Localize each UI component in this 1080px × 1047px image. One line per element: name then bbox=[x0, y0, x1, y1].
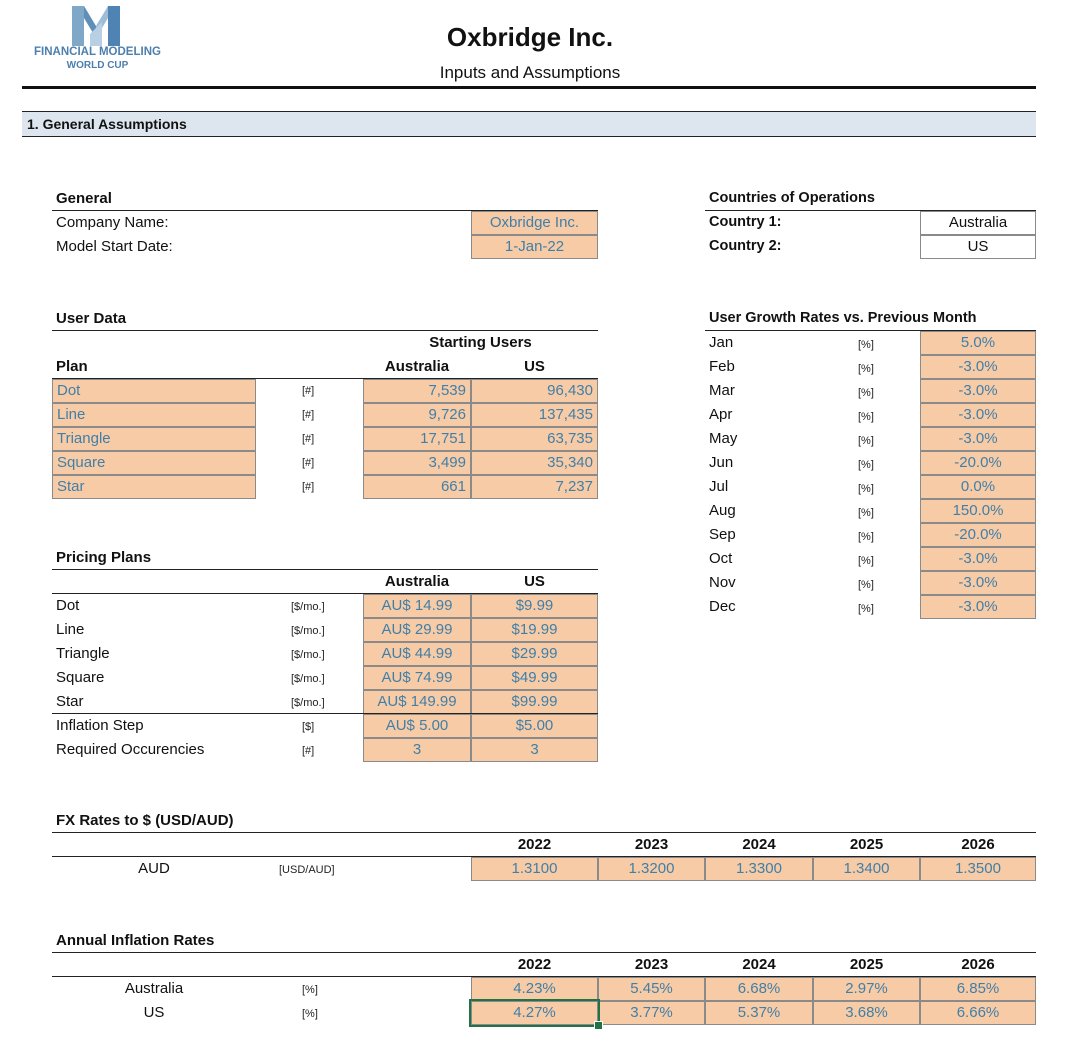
fx-value-2025[interactable]: 1.3400 bbox=[813, 857, 920, 881]
fx-divider bbox=[52, 832, 1036, 833]
user-col-au: Australia bbox=[384, 358, 450, 375]
fx-year: 2025 bbox=[849, 836, 884, 853]
logo-line2: WORLD CUP bbox=[66, 60, 129, 71]
fx-year: 2026 bbox=[961, 836, 995, 853]
inflation-us-2022[interactable]: 4.27% bbox=[471, 1001, 598, 1025]
required-us[interactable]: 3 bbox=[471, 738, 598, 762]
inflation-row-label: US bbox=[143, 1004, 165, 1021]
pricing-plan: Square bbox=[56, 669, 105, 686]
pricing-divider bbox=[52, 569, 598, 570]
inflation-step-unit: [$] bbox=[302, 721, 315, 733]
fx-year: 2023 bbox=[634, 836, 669, 853]
inflation-step-label: Inflation Step bbox=[56, 717, 144, 734]
growth-value-jul[interactable]: 0.0% bbox=[920, 475, 1036, 499]
growth-month: Mar bbox=[709, 382, 735, 399]
country1-value[interactable]: Australia bbox=[920, 211, 1036, 235]
page-title: Oxbridge Inc. bbox=[446, 22, 614, 52]
inflation-row-label: Australia bbox=[124, 980, 184, 997]
price-us-square[interactable]: $49.99 bbox=[471, 666, 598, 690]
fx-heading: FX Rates to $ (USD/AUD) bbox=[56, 812, 234, 829]
inflation-au-2026[interactable]: 6.85% bbox=[920, 977, 1036, 1001]
user-unit: [#] bbox=[302, 457, 315, 469]
growth-month: Oct bbox=[709, 550, 733, 567]
growth-month: May bbox=[709, 430, 738, 447]
fx-year: 2024 bbox=[742, 836, 776, 853]
price-au-dot[interactable]: AU$ 14.99 bbox=[363, 594, 471, 618]
user-data-heading: User Data bbox=[56, 310, 127, 327]
user-au-star[interactable]: 661 bbox=[363, 475, 471, 499]
inflation-year: 2026 bbox=[961, 956, 995, 973]
growth-unit: [%] bbox=[858, 579, 874, 591]
fx-row-label: AUD bbox=[138, 860, 170, 877]
user-unit: [#] bbox=[302, 433, 315, 445]
user-au-dot[interactable]: 7,539 bbox=[363, 379, 471, 403]
growth-value-apr[interactable]: -3.0% bbox=[920, 403, 1036, 427]
fx-value-2026[interactable]: 1.3500 bbox=[920, 857, 1036, 881]
inflation-year: 2024 bbox=[742, 956, 776, 973]
growth-month: Nov bbox=[709, 574, 736, 591]
pricing-plan: Triangle bbox=[56, 645, 110, 662]
inflation-step-au[interactable]: AU$ 5.00 bbox=[363, 714, 471, 738]
fx-value-2023[interactable]: 1.3200 bbox=[598, 857, 705, 881]
user-us-star[interactable]: 7,237 bbox=[471, 475, 598, 499]
logo-mark-icon bbox=[30, 4, 165, 52]
growth-heading: User Growth Rates vs. Previous Month bbox=[709, 310, 977, 326]
growth-value-jan[interactable]: 5.0% bbox=[920, 331, 1036, 355]
fx-value-2024[interactable]: 1.3300 bbox=[705, 857, 813, 881]
inflation-au-2025[interactable]: 2.97% bbox=[813, 977, 920, 1001]
section-bar bbox=[22, 111, 1036, 137]
pricing-unit: [$/mo.] bbox=[291, 649, 325, 661]
inflation-us-2023[interactable]: 3.77% bbox=[598, 1001, 705, 1025]
model-start-date-input[interactable]: 1-Jan-22 bbox=[471, 235, 598, 259]
company-name-input[interactable]: Oxbridge Inc. bbox=[471, 211, 598, 235]
price-us-triangle[interactable]: $29.99 bbox=[471, 642, 598, 666]
countries-heading: Countries of Operations bbox=[709, 190, 875, 206]
inflation-au-2022[interactable]: 4.23% bbox=[471, 977, 598, 1001]
inflation-us-2025[interactable]: 3.68% bbox=[813, 1001, 920, 1025]
growth-unit: [%] bbox=[858, 339, 874, 351]
inflation-unit: [%] bbox=[302, 984, 318, 996]
growth-unit: [%] bbox=[858, 603, 874, 615]
price-au-line[interactable]: AU$ 29.99 bbox=[363, 618, 471, 642]
pricing-unit: [$/mo.] bbox=[291, 601, 325, 613]
growth-value-mar[interactable]: -3.0% bbox=[920, 379, 1036, 403]
user-us-dot[interactable]: 96,430 bbox=[471, 379, 598, 403]
starting-users-header: Starting Users bbox=[429, 334, 532, 351]
inflation-step-us[interactable]: $5.00 bbox=[471, 714, 598, 738]
growth-unit: [%] bbox=[858, 387, 874, 399]
inflation-year: 2023 bbox=[634, 956, 669, 973]
growth-value-aug[interactable]: 150.0% bbox=[920, 499, 1036, 523]
user-data-divider bbox=[52, 330, 598, 331]
growth-unit: [%] bbox=[858, 507, 874, 519]
company-name-label: Company Name: bbox=[56, 214, 169, 231]
pricing-unit: [$/mo.] bbox=[291, 697, 325, 709]
growth-month: Sep bbox=[709, 526, 736, 543]
user-au-triangle[interactable]: 17,751 bbox=[363, 427, 471, 451]
growth-value-dec[interactable]: -3.0% bbox=[920, 595, 1036, 619]
country2-label: Country 2: bbox=[709, 238, 782, 254]
growth-month: Dec bbox=[709, 598, 736, 615]
inflation-year: 2025 bbox=[849, 956, 884, 973]
user-us-line[interactable]: 137,435 bbox=[471, 403, 598, 427]
growth-month: Jul bbox=[709, 478, 729, 495]
growth-value-oct[interactable]: -3.0% bbox=[920, 547, 1036, 571]
price-au-triangle[interactable]: AU$ 44.99 bbox=[363, 642, 471, 666]
growth-month: Jun bbox=[709, 454, 734, 471]
pricing-col-au: Australia bbox=[384, 573, 450, 590]
user-col-us: US bbox=[524, 358, 545, 375]
pricing-plan: Star bbox=[56, 693, 84, 710]
user-unit: [#] bbox=[302, 481, 315, 493]
price-us-dot[interactable]: $9.99 bbox=[471, 594, 598, 618]
growth-unit: [%] bbox=[858, 363, 874, 375]
growth-unit: [%] bbox=[858, 459, 874, 471]
title-divider bbox=[22, 86, 1036, 89]
user-unit: [#] bbox=[302, 409, 315, 421]
inflation-au-2024[interactable]: 6.68% bbox=[705, 977, 813, 1001]
inflation-au-2023[interactable]: 5.45% bbox=[598, 977, 705, 1001]
inflation-us-2024[interactable]: 5.37% bbox=[705, 1001, 813, 1025]
user-plan-star[interactable]: Star bbox=[52, 475, 256, 499]
required-unit: [#] bbox=[302, 745, 315, 757]
fx-year: 2022 bbox=[517, 836, 552, 853]
growth-unit: [%] bbox=[858, 483, 874, 495]
growth-month: Jan bbox=[709, 334, 734, 351]
growth-value-sep[interactable]: -20.0% bbox=[920, 523, 1036, 547]
growth-unit: [%] bbox=[858, 435, 874, 447]
growth-value-feb[interactable]: -3.0% bbox=[920, 355, 1036, 379]
pricing-heading: Pricing Plans bbox=[56, 549, 152, 566]
growth-month: Feb bbox=[709, 358, 735, 375]
fill-handle[interactable] bbox=[594, 1021, 603, 1030]
growth-month: Apr bbox=[709, 406, 733, 423]
inflation-year: 2022 bbox=[517, 956, 552, 973]
page-subtitle: Inputs and Assumptions bbox=[439, 63, 621, 82]
user-us-triangle[interactable]: 63,735 bbox=[471, 427, 598, 451]
price-au-star[interactable]: AU$ 149.99 bbox=[363, 690, 471, 714]
required-au[interactable]: 3 bbox=[363, 738, 471, 762]
pricing-plan: Line bbox=[56, 621, 85, 638]
fx-value-2022[interactable]: 1.3100 bbox=[471, 857, 598, 881]
growth-value-jun[interactable]: -20.0% bbox=[920, 451, 1036, 475]
growth-unit: [%] bbox=[858, 411, 874, 423]
user-au-line[interactable]: 9,726 bbox=[363, 403, 471, 427]
fx-unit: [USD/AUD] bbox=[279, 864, 335, 876]
plan-header: Plan bbox=[56, 358, 88, 375]
pricing-plan: Dot bbox=[56, 597, 80, 614]
growth-value-nov[interactable]: -3.0% bbox=[920, 571, 1036, 595]
growth-unit: [%] bbox=[858, 555, 874, 567]
user-plan-triangle[interactable]: Triangle bbox=[52, 427, 256, 451]
section-title: 1. General Assumptions bbox=[27, 116, 187, 132]
required-label: Required Occurencies bbox=[56, 741, 205, 758]
price-us-star[interactable]: $99.99 bbox=[471, 690, 598, 714]
pricing-col-us: US bbox=[524, 573, 545, 590]
inflation-heading: Annual Inflation Rates bbox=[56, 932, 215, 949]
general-heading: General bbox=[56, 190, 112, 207]
user-us-square[interactable]: 35,340 bbox=[471, 451, 598, 475]
user-unit: [#] bbox=[302, 385, 315, 397]
logo bbox=[30, 4, 165, 74]
logo-line1: FINANCIAL MODELING bbox=[34, 46, 161, 58]
inflation-us-2026[interactable]: 6.66% bbox=[920, 1001, 1036, 1025]
country2-value[interactable]: US bbox=[920, 235, 1036, 259]
growth-month: Aug bbox=[709, 502, 736, 519]
user-plan-line[interactable]: Line bbox=[52, 403, 256, 427]
inflation-unit: [%] bbox=[302, 1008, 318, 1020]
inflation-divider bbox=[52, 952, 1036, 953]
pricing-unit: [$/mo.] bbox=[291, 673, 325, 685]
country1-label: Country 1: bbox=[709, 214, 782, 230]
price-au-square[interactable]: AU$ 74.99 bbox=[363, 666, 471, 690]
active-cell-outline bbox=[469, 999, 600, 1027]
user-plan-square[interactable]: Square bbox=[52, 451, 256, 475]
growth-unit: [%] bbox=[858, 531, 874, 543]
pricing-unit: [$/mo.] bbox=[291, 625, 325, 637]
user-plan-dot[interactable]: Dot bbox=[52, 379, 256, 403]
user-au-square[interactable]: 3,499 bbox=[363, 451, 471, 475]
price-us-line[interactable]: $19.99 bbox=[471, 618, 598, 642]
model-start-date-label: Model Start Date: bbox=[56, 238, 173, 255]
growth-value-may[interactable]: -3.0% bbox=[920, 427, 1036, 451]
